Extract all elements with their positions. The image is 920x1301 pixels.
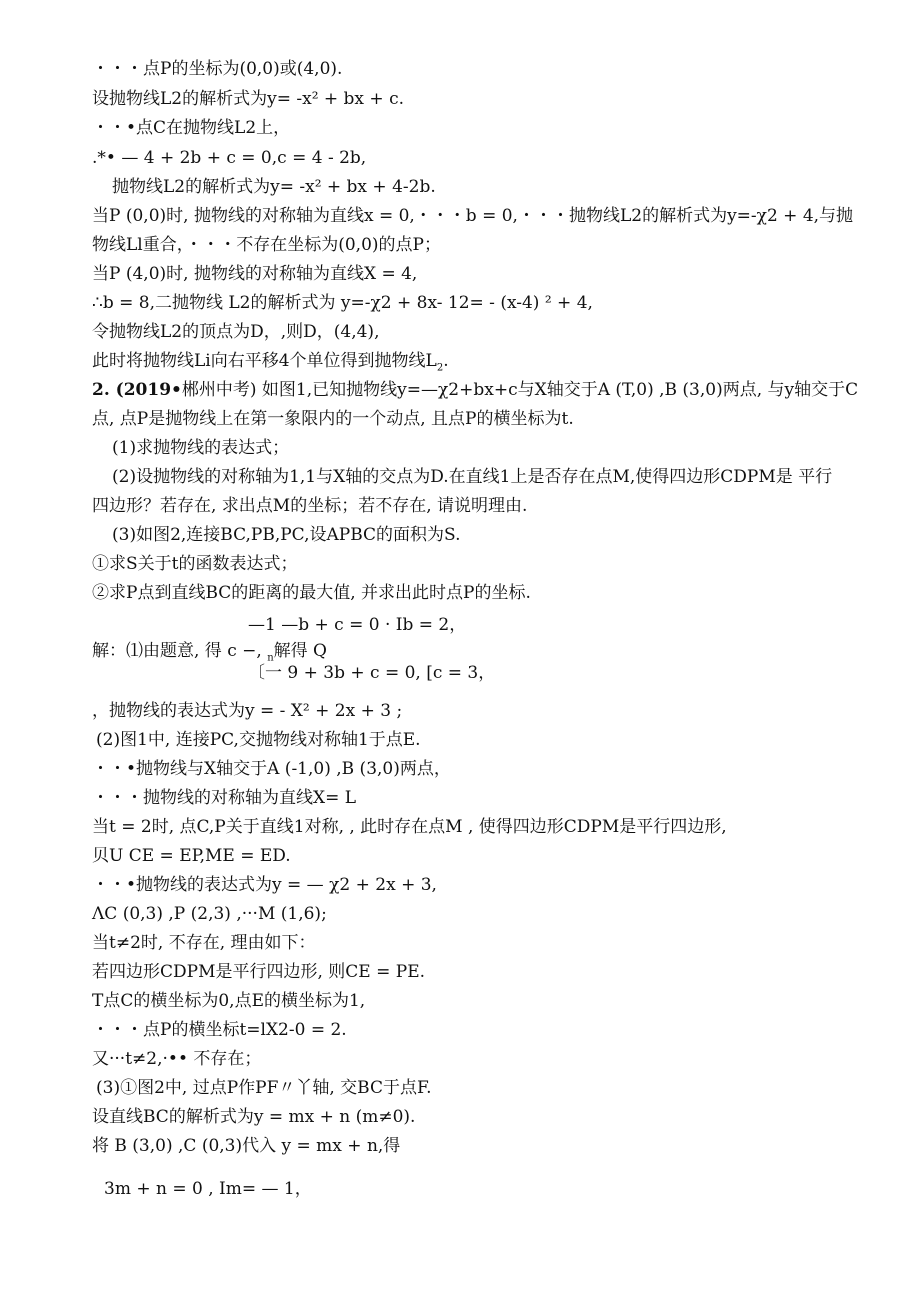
problem-text: 郴州中考) 如图1,已知抛物线y=—χ2+bx+c与X轴交于A (T,0) ,B (3,0)两点, 与y轴交于C [181, 380, 859, 400]
text-line: ，抛物线的表达式为y = - X² + 2x + 3 ; [92, 701, 403, 721]
line-main: 此时将抛物线Li向右平移4个单位得到抛物线L [92, 351, 437, 371]
text-line: 又···t≠2,·•• 不存在； [92, 1049, 262, 1069]
question-3: (3)如图2,连接BC,PB,PC,设APBC的面积为S. [112, 525, 461, 545]
sub-question-2: ②求P点到直线BC的距离的最大值, 并求出此时点P的坐标. [92, 583, 531, 603]
question-2: (2)设抛物线的对称轴为1,1与X轴的交点为D.在直线1上是否存在点M,使得四边形CDPM是 平行 [112, 467, 833, 487]
equation-system-bottom: 〔一 9 + 3b + c = 0, [c = 3， [248, 663, 496, 683]
text-line: ・・•抛物线与X轴交于A (-1,0) ,B (3,0)两点， [92, 759, 451, 779]
text-line: 设抛物线L2的解析式为y= -x² + bx + c. [92, 89, 405, 109]
solution-line [92, 640, 327, 662]
text-line: 当P (0,0)时, 抛物线的对称轴为直线x = 0,・・・b = 0,・・・抛物线L2的解析式为y=-χ2 + 4,与抛 [92, 206, 854, 226]
line-tail: . [443, 351, 449, 371]
text-line: 若四边形CDPM是平行四边形, 则CE = PE. [92, 962, 426, 982]
text-line: (3)①图2中, 过点P作PF〃丫轴, 交BC于点F. [96, 1078, 432, 1098]
text-line: 当P (4,0)时, 抛物线的对称轴为直线X = 4, [92, 264, 418, 284]
text-line: 当t≠2时, 不存在, 理由如下： [92, 933, 316, 953]
text-line: ・・・点P的坐标为(0,0)或(4,0). [92, 59, 343, 79]
text-line: ・・・抛物线的对称轴为直线X= L [92, 788, 357, 808]
subscript: n [267, 652, 274, 664]
text-line: ・・•点C在抛物线L2上， [92, 118, 291, 138]
text-line: ΛC (0,3) ,P (2,3) ,···M (1,6); [92, 904, 327, 924]
text-line: 物线Ll重合，・・・不存在坐标为(0,0)的点P； [92, 235, 441, 255]
line-tail: 解得 Q [273, 641, 327, 661]
text-line: ・・・点P的横坐标t=lX2-0 = 2. [92, 1020, 347, 1040]
equation-system-top: —1 —b + c = 0 · Ib = 2， [248, 615, 467, 635]
problem-title [92, 379, 858, 401]
text-line [92, 350, 449, 372]
line-main: 解：⑴由题意, 得 c −, [92, 641, 268, 661]
text-line: ・・•抛物线的表达式为y = — χ2 + 2x + 3, [92, 875, 437, 895]
text-line: T点C的横坐标为0,点E的横坐标为1, [92, 991, 366, 1011]
text-line: 抛物线L2的解析式为y= -x² + bx + 4-2b. [112, 177, 436, 197]
text-line: 当t = 2时, 点C,P关于直线1对称, , 此时存在点M , 使得四边形CDPM是平行四边形, [92, 817, 727, 837]
text-line: 四边形？若存在, 求出点M的坐标；若不存在, 请说明理由. [92, 496, 528, 516]
text-line: 将 B (3,0) ,C (0,3)代入 y = mx + n,得 [92, 1136, 401, 1156]
sub-question-1: ①求S关于t的函数表达式； [92, 554, 298, 574]
text-line: 设直线BC的解析式为y = mx + n (m≠0). [92, 1107, 416, 1127]
text-line: 点, 点P是抛物线上在第一象限内的一个动点, 且点P的横坐标为t. [92, 409, 574, 429]
text-line: 令抛物线L2的顶点为D，,则D，(4,4), [92, 322, 380, 342]
subscript: 2 [436, 362, 444, 374]
equation-line: 3m + n = 0 , Im= — 1， [104, 1179, 312, 1199]
text-line: 贝U CE = EP,ME = ED. [92, 846, 291, 866]
problem-number: 2. (2019• [92, 380, 182, 400]
question-1: (1)求抛物线的表达式； [112, 438, 290, 458]
text-line: .*• — 4 + 2b + c = 0,c = 4 - 2b, [92, 148, 367, 168]
text-line: ∴b = 8,二抛物线 L2的解析式为 y=-χ2 + 8x- 12= - (x-4) ² + 4, [92, 293, 593, 313]
text-line: (2)图1中, 连接PC,交抛物线对称轴1于点E. [96, 730, 421, 750]
